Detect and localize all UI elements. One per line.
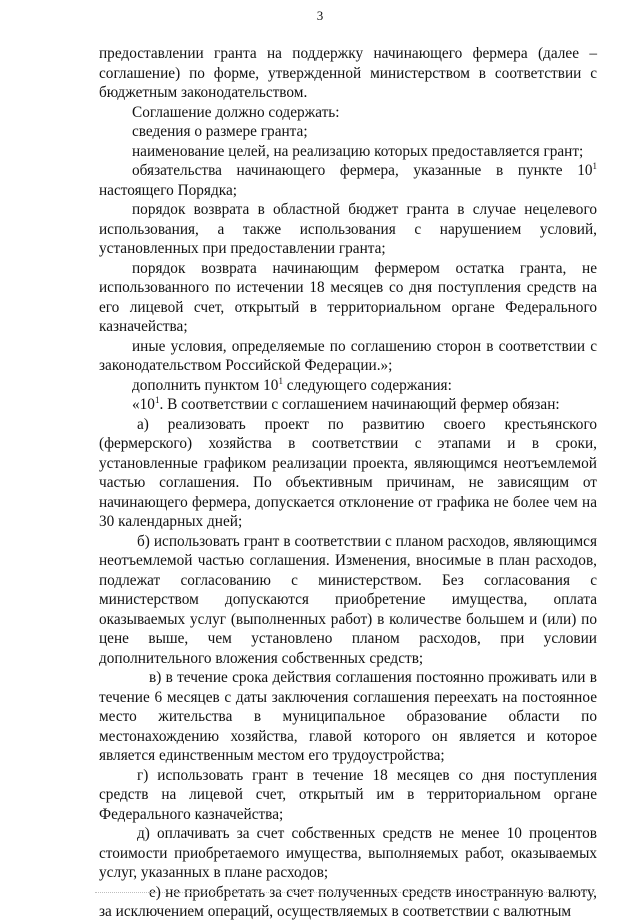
- paragraph-clause-10-1: [99, 395, 597, 415]
- paragraph-item-g: г) использовать грант в течение 18 месяцев со дня поступления средств на лицевой счет, открытый им в территориальном органе Федерального казначейства;: [99, 766, 597, 823]
- paragraph-grant-purposes: наименование целей, на реализацию которых предоставляется грант;: [132, 142, 584, 160]
- text-fragment: следующего содержания:: [282, 376, 452, 394]
- paragraph-item-d: д) оплачивать за счет собственных средств не менее 10 процентов стоимости приобретаемого имущества, выполняемых работ, оказываемых услуг, указанных в плане расходов;: [99, 825, 597, 881]
- superscript: 1: [592, 161, 597, 171]
- paragraph-grant-size: сведения о размере гранта;: [132, 123, 308, 140]
- document-body: [99, 44, 597, 922]
- superscript: 1: [154, 395, 160, 405]
- page-number: 3: [316, 8, 324, 23]
- paragraph-item-e: е) не приобретать за счет полученных средств иностранную валюту, за исключением операций, осуществляемых в соответствии с валютным: [99, 883, 597, 920]
- superscript: 1: [278, 375, 283, 386]
- paragraph-item-a: а) реализовать проект по развитию своего крестьянского (фермерского) хозяйства в соответствии с этапами и в сроки, установленные графиком реализации проекта, являющимся неотъемлемой частью соглашения. По объективным причинам, не зависящим от начинающего фермера, допускается отклонение от графика не более чем на 30 календарных дней;: [99, 415, 597, 530]
- paragraph-farmer-obligations: [99, 161, 597, 200]
- paragraph-item-b: б) использовать грант в соответствии с планом расходов, являющимся неотъемлемой частью соглашения. Изменения, вносимые в план расходов, подлежат согласованию с министерством. Без согласования с министерством допускаются приобретение имущества, оплата оказываемых услуг (выполненных работ) в количестве большем и (или) по цене выше, чем установлено планом расходов, при условии дополнительного вложения собственных средств;: [99, 532, 597, 667]
- paragraph-supplement-clause: [99, 376, 597, 396]
- paragraph-agreement-contents: Соглашение должно содержать:: [132, 103, 340, 121]
- text-fragment: настоящего Порядка;: [99, 181, 237, 199]
- paragraph-intro: предоставлении гранта на поддержку начинающего фермера (далее – соглашение) по форме, утвержденной министерством в соответствии с бюджетным законодательством.: [99, 45, 597, 101]
- paragraph-other-conditions: иные условия, определяемые по соглашению сторон в соответствии с законодательством Российской Федерации.»;: [99, 337, 597, 374]
- paragraph-grant-return: порядок возврата в областной бюджет гранта в случае нецелевого использования, а также использования с нарушением условий, установленных при предоставлении гранта;: [99, 201, 597, 257]
- text-fragment: . В соответствии с соглашением начинающий фермер обязан:: [159, 396, 560, 413]
- text-fragment: дополнить пунктом 10: [132, 376, 279, 394]
- text-fragment: «10: [132, 396, 155, 413]
- paragraph-item-v: в) в течение срока действия соглашения постоянно проживать или в течение 6 месяцев с даты заключения соглашения переехать на постоянное место жительства в муниципальное образование области по местонахождению хозяйства, главой которого он является и которое является единственным местом его трудоустройства;: [99, 669, 597, 764]
- text-fragment: обязательства начинающего фермера, указанные в пункте 10: [132, 162, 593, 179]
- paragraph-remainder-return: порядок возврата начинающим фермером остатка гранта, не использованного по истечении 18 месяцев со дня поступления средств на его лицевой счет, открытый в территориальном органе Федерального казначейства;: [99, 259, 597, 335]
- footer-divider: [95, 892, 595, 894]
